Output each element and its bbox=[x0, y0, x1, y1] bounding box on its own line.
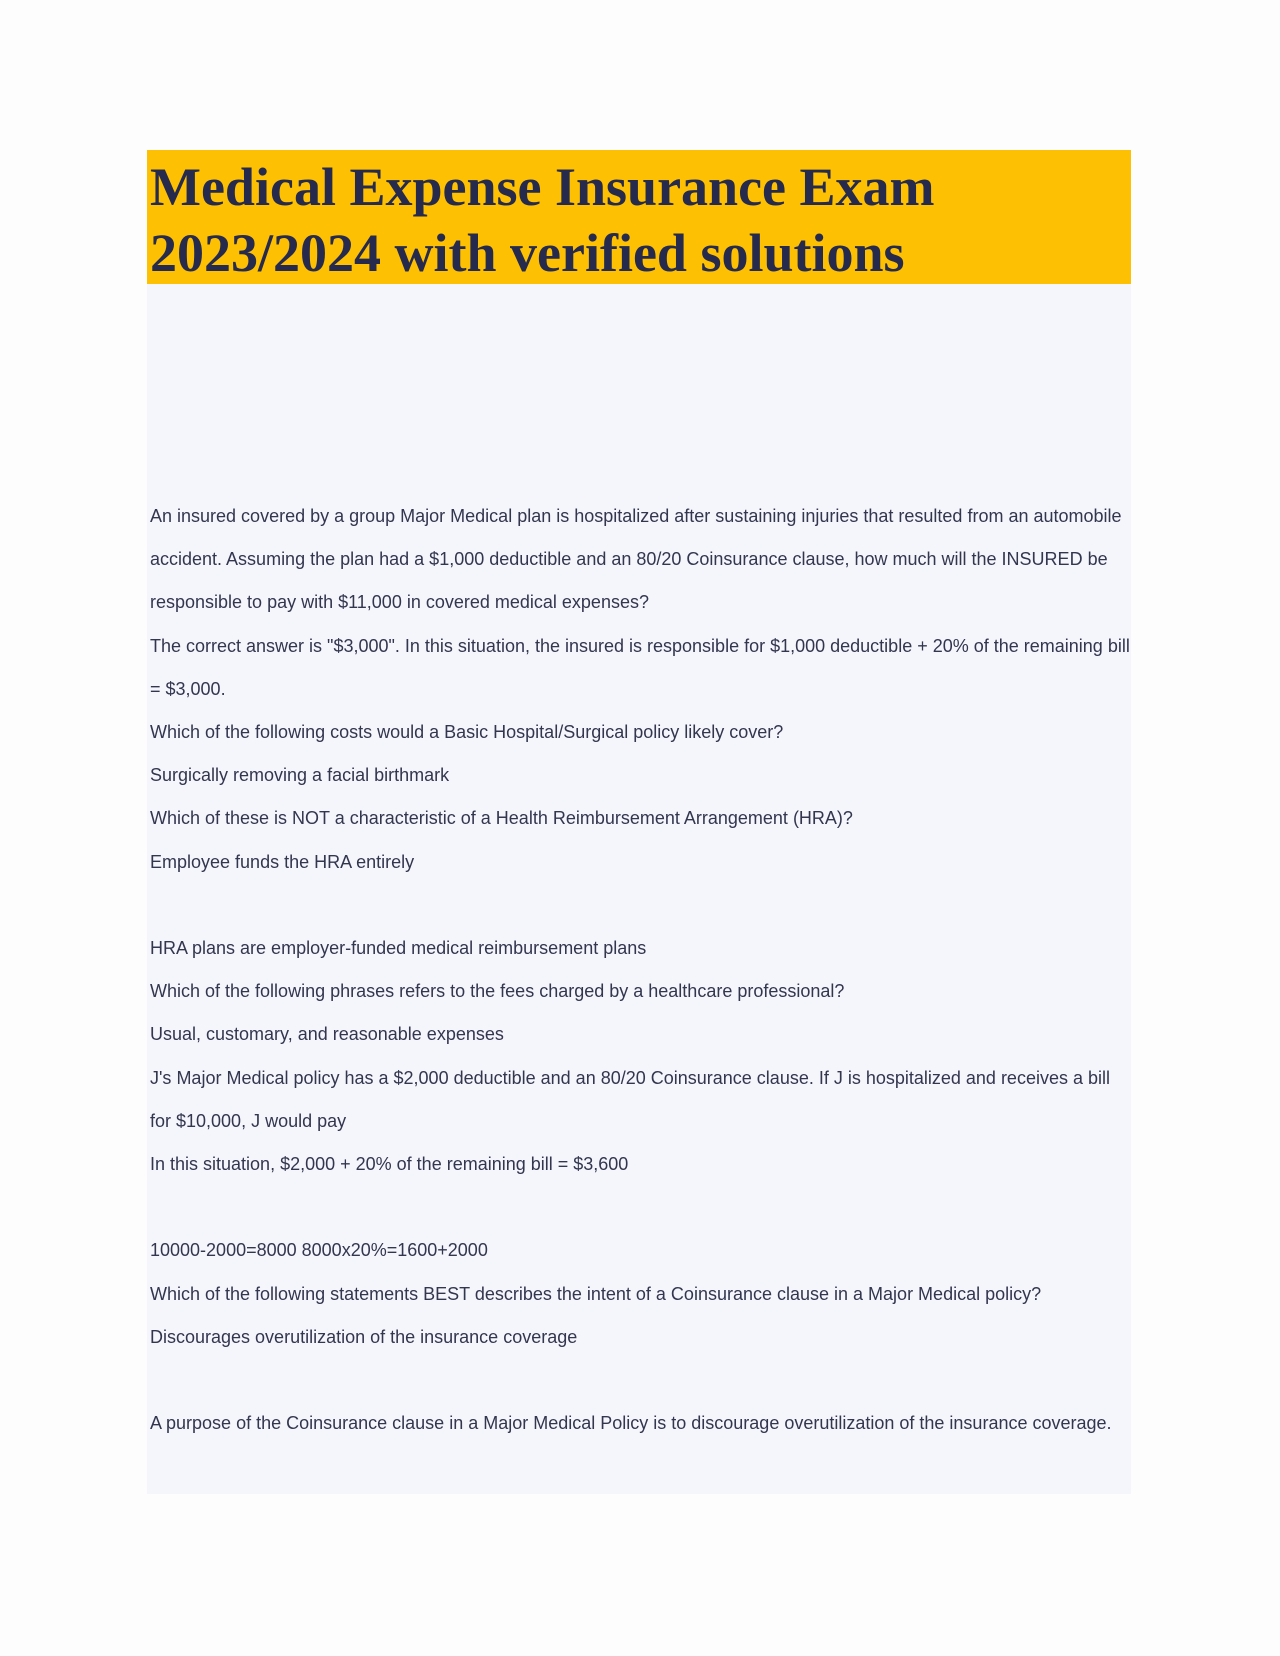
document-body bbox=[150, 495, 1130, 1445]
document-title: Medical Expense Insurance Exam 2023/2024 with verified solutions bbox=[150, 157, 935, 283]
answer-paragraph: Surgically removing a facial birthmark bbox=[150, 765, 450, 786]
answer-paragraph: Discourages overutilization of the insurance coverage bbox=[150, 1326, 578, 1347]
answer-paragraph: Employee funds the HRA entirely bbox=[150, 851, 415, 872]
blank-line bbox=[150, 1186, 1130, 1229]
question-paragraph: An insured covered by a group Major Medical plan is hospitalized after sustaining injuries that resulted from an automobile accident. Assuming the plan had a $1,000 deductible and an 80/20 Coinsurance clause, how much will the INSURED be responsible to pay with $11,000 in covered medical expenses? bbox=[150, 506, 1122, 613]
title-banner bbox=[147, 150, 1131, 284]
explanation-paragraph: 10000-2000=8000 8000x20%=1600+2000 bbox=[150, 1240, 488, 1261]
answer-paragraph: The correct answer is "$3,000". In this situation, the insured is responsible for $1,000 deductible + 20% of the remaining bill = $3,000. bbox=[150, 635, 1130, 699]
question-paragraph: Which of the following statements BEST describes the intent of a Coinsurance clause in a Major Medical policy? bbox=[150, 1283, 1042, 1304]
blank-line bbox=[150, 1359, 1130, 1402]
answer-paragraph: In this situation, $2,000 + 20% of the remaining bill = $3,600 bbox=[150, 1154, 629, 1175]
answer-paragraph: Usual, customary, and reasonable expenses bbox=[150, 1024, 504, 1045]
document-content bbox=[147, 150, 1131, 1494]
explanation-paragraph: HRA plans are employer-funded medical reimbursement plans bbox=[150, 938, 647, 959]
question-paragraph: Which of the following costs would a Basic Hospital/Surgical policy likely cover? bbox=[150, 722, 784, 743]
blank-line bbox=[150, 884, 1130, 927]
question-paragraph: Which of the following phrases refers to the fees charged by a healthcare professional? bbox=[150, 981, 845, 1002]
explanation-paragraph: A purpose of the Coinsurance clause in a Major Medical Policy is to discourage overutilization of the insurance coverage. bbox=[150, 1413, 1112, 1434]
question-paragraph: Which of these is NOT a characteristic of a Health Reimbursement Arrangement (HRA)? bbox=[150, 808, 853, 829]
question-paragraph: J's Major Medical policy has a $2,000 deductible and an 80/20 Coinsurance clause. If J is hospitalized and receives a bill for $10,000, J would pay bbox=[150, 1067, 1110, 1131]
